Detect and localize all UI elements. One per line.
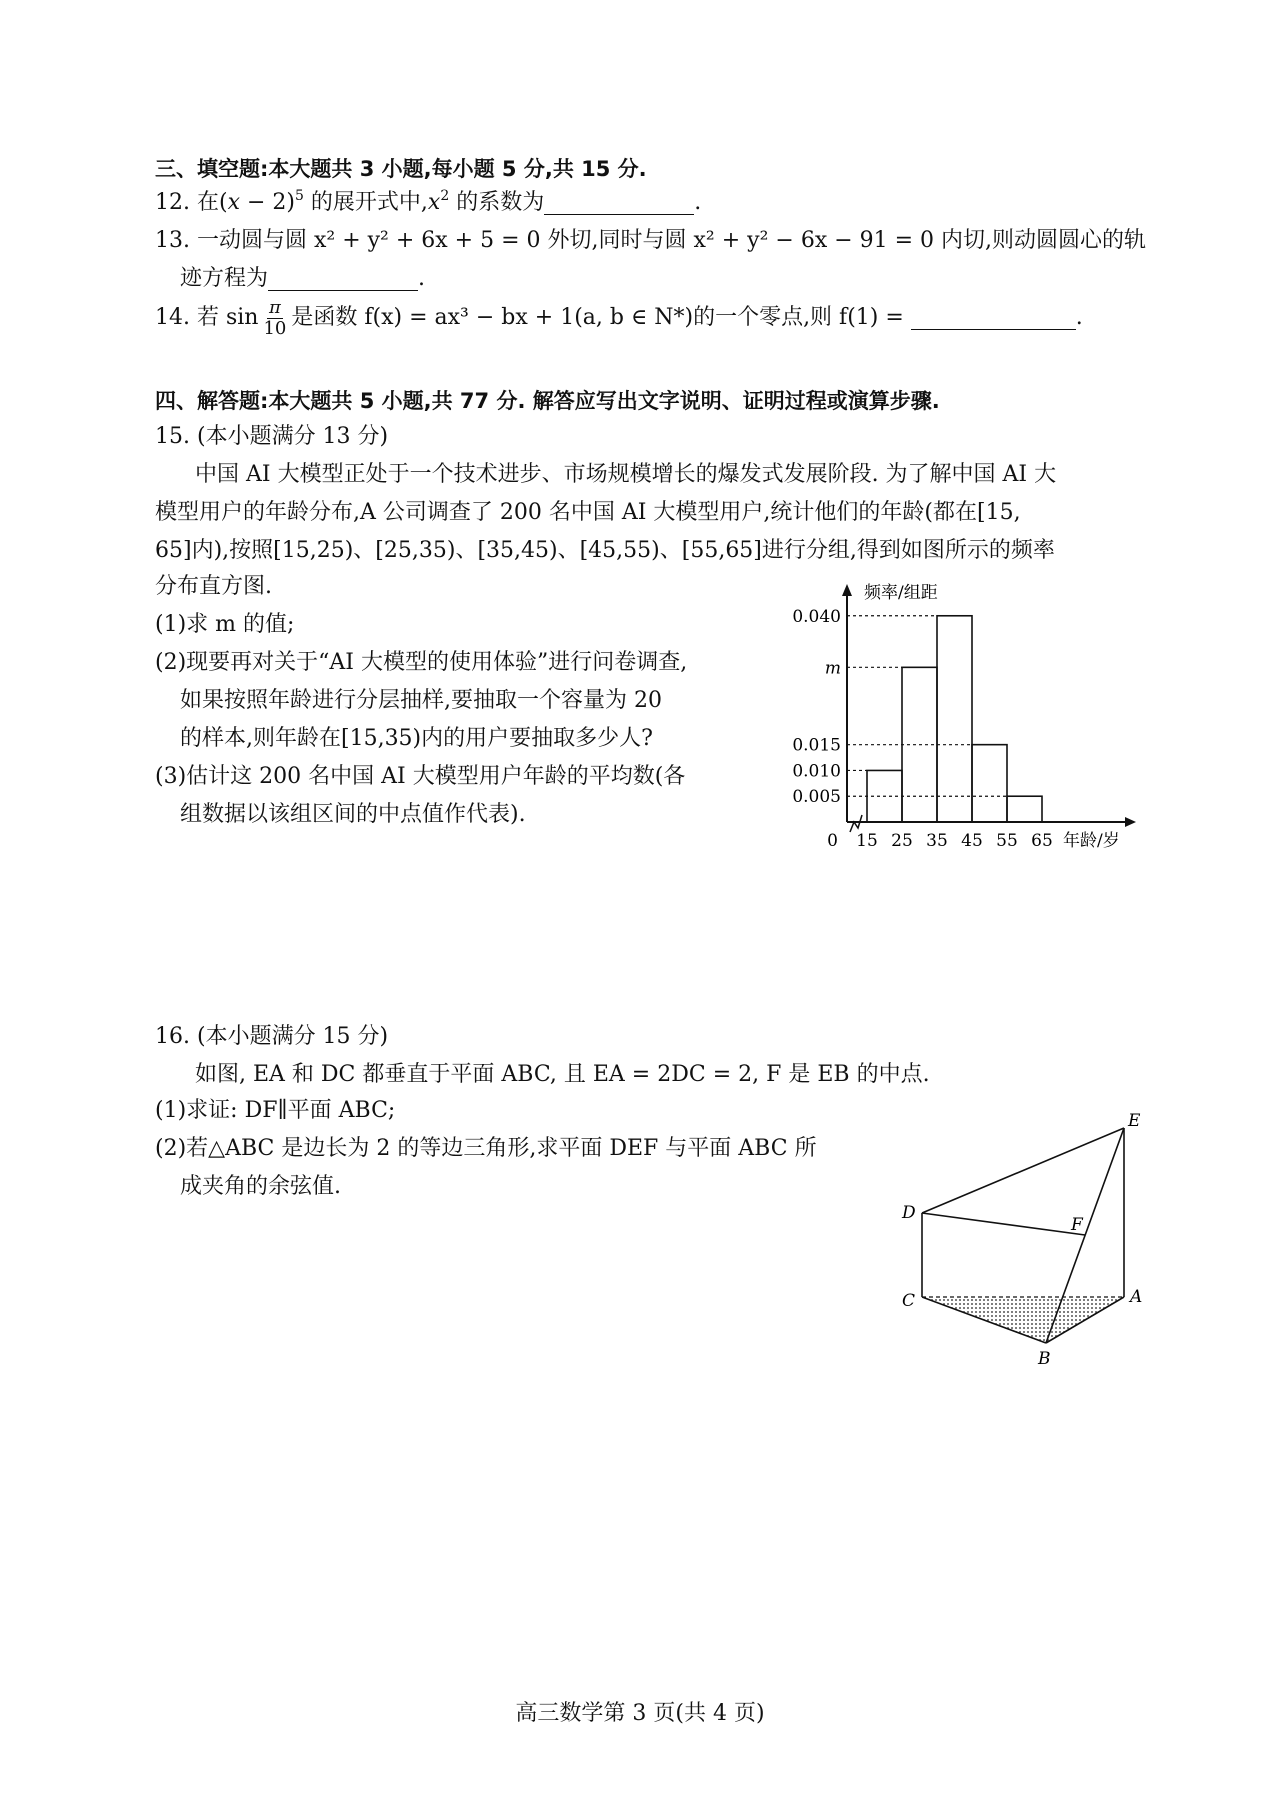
q16-sub2-line2: 成夹角的余弦值. xyxy=(180,1174,341,1199)
section3-heading: 三、填空题:本大题共 3 小题,每小题 5 分,共 15 分. xyxy=(155,157,647,181)
x-tick-label-6: 65 xyxy=(1031,831,1053,851)
q12-expr: − 2) xyxy=(240,190,295,215)
question-12 xyxy=(155,186,701,220)
q15-sub1: (1)求 m 的值; xyxy=(155,612,295,637)
q15-sub3-line2: 组数据以该组区间的中点值作代表). xyxy=(180,802,526,827)
q12-var: x xyxy=(427,190,441,215)
q13-line2-text: 迹方程为 xyxy=(180,266,269,291)
y-tick-label-3: 0.015 xyxy=(792,735,841,756)
q12-var-exp: 2 xyxy=(440,188,450,204)
q12-end: . xyxy=(694,190,702,215)
point-label-c: C xyxy=(902,1291,916,1311)
answer-blank-14[interactable] xyxy=(911,303,1076,330)
q15-title: 15. (本小题满分 13 分) xyxy=(155,424,389,449)
question-13-line1: 13. 一动圆与圆 x² + y² + 6x + 5 = 0 外切,同时与圆 x² + y² − 6x − 91 = 0 内切,则动圆圆心的轨 xyxy=(155,228,1147,253)
y-tick-label-5: 0.005 xyxy=(792,787,841,808)
y-axis-label: 频率/组距 xyxy=(864,583,938,603)
y-tick-label-1: 0.040 xyxy=(792,606,841,627)
q14-fraction xyxy=(261,298,288,339)
q12-x: x xyxy=(227,190,240,215)
q15-para-line4: 分布直方图. xyxy=(155,574,272,599)
page-footer: 高三数学第 3 页(共 4 页) xyxy=(515,1701,765,1726)
x-axis-label: 年龄/岁 xyxy=(1063,831,1120,851)
y-tick-label-2: m xyxy=(824,658,841,679)
frequency-histogram xyxy=(780,570,1140,860)
q15-sub2-line3: 的样本,则年龄在[15,35)内的用户要抽取多少人? xyxy=(180,726,653,751)
histogram-bar-4 xyxy=(972,745,1007,822)
q13-end: . xyxy=(418,266,426,291)
histogram-bar-3 xyxy=(937,616,972,822)
q14-frac-den: 10 xyxy=(263,317,287,339)
histogram-bar-5 xyxy=(1007,796,1042,822)
point-label-a: A xyxy=(1130,1287,1143,1307)
q15-sub3-line1: (3)估计这 200 名中国 AI 大模型用户年龄的平均数(各 xyxy=(155,764,686,789)
histogram-bars xyxy=(867,616,1042,822)
geometry-figure xyxy=(890,1090,1150,1370)
y-axis-arrow-icon xyxy=(842,584,852,596)
answer-blank-12[interactable] xyxy=(544,188,694,215)
section4-heading: 四、解答题:本大题共 5 小题,共 77 分. 解答应写出文字说明、证明过程或演算步骤. xyxy=(155,389,940,413)
q14-end: . xyxy=(1075,305,1083,330)
point-label-d: D xyxy=(902,1203,916,1223)
y-tick-label-4: 0.010 xyxy=(792,761,841,782)
q16-para: 如图, EA 和 DC 都垂直于平面 ABC, 且 EA = 2DC = 2, F 是 EB 的中点. xyxy=(195,1062,930,1087)
point-label-e: E xyxy=(1128,1111,1141,1131)
y-tick-labels xyxy=(792,607,841,807)
x-axis-arrow-icon xyxy=(1125,817,1136,827)
q12-middle: 的展开式中, xyxy=(303,190,428,215)
answer-blank-13[interactable] xyxy=(268,264,418,291)
q12-suffix: 的系数为 xyxy=(449,190,545,215)
q15-para-line2: 模型用户的年龄分布,A 公司调查了 200 名中国 AI 大模型用户,统计他们的年龄(都在[15, xyxy=(155,500,1021,525)
question-13-line2 xyxy=(180,262,425,296)
point-label-b: B xyxy=(1038,1349,1051,1369)
x-tick-label-2: 25 xyxy=(891,831,913,851)
q14-prefix: 14. 若 sin xyxy=(155,305,259,330)
x-tick-label-3: 35 xyxy=(926,831,948,851)
q15-para-line3: 65]内),按照[15,25)、[25,35)、[35,45)、[45,55)、[55,65]进行分组,得到如图所示的频率 xyxy=(155,538,1055,563)
x-tick-label-1: 15 xyxy=(856,831,878,851)
x-tick-label-4: 45 xyxy=(961,831,983,851)
q16-sub2-line1: (2)若△ABC 是边长为 2 的等边三角形,求平面 DEF 与平面 ABC 所 xyxy=(155,1136,817,1161)
edge-df xyxy=(922,1213,1085,1235)
q12-exp: 5 xyxy=(295,188,304,204)
axis-break-icon xyxy=(850,815,862,832)
q15-para-line1: 中国 AI 大模型正处于一个技术进步、市场规模增长的爆发式发展阶段. 为了解中国 AI 大 xyxy=(195,462,1057,487)
x-tick-labels xyxy=(856,831,1053,851)
q14-frac-num: π xyxy=(269,296,281,318)
point-label-f: F xyxy=(1071,1215,1083,1235)
origin-label: 0 xyxy=(827,831,838,851)
q12-prefix: 12. 在( xyxy=(155,190,228,215)
q16-title: 16. (本小题满分 15 分) xyxy=(155,1024,389,1049)
q15-sub2-line1: (2)现要再对关于“AI 大模型的使用体验”进行问卷调查, xyxy=(155,650,688,675)
q16-sub1: (1)求证: DF∥平面 ABC; xyxy=(155,1098,396,1123)
histogram-gridlines xyxy=(847,616,1007,796)
triangle-abc-shading xyxy=(922,1297,1124,1343)
edge-de xyxy=(922,1128,1124,1213)
question-14 xyxy=(155,296,1083,340)
q15-sub2-line2: 如果按照年龄进行分层抽样,要抽取一个容量为 20 xyxy=(180,688,662,713)
x-tick-label-5: 55 xyxy=(996,831,1018,851)
q14-mid: 是函数 f(x) = ax³ − bx + 1(a, b ∈ N*)的一个零点,则 f(1) = xyxy=(291,305,911,330)
